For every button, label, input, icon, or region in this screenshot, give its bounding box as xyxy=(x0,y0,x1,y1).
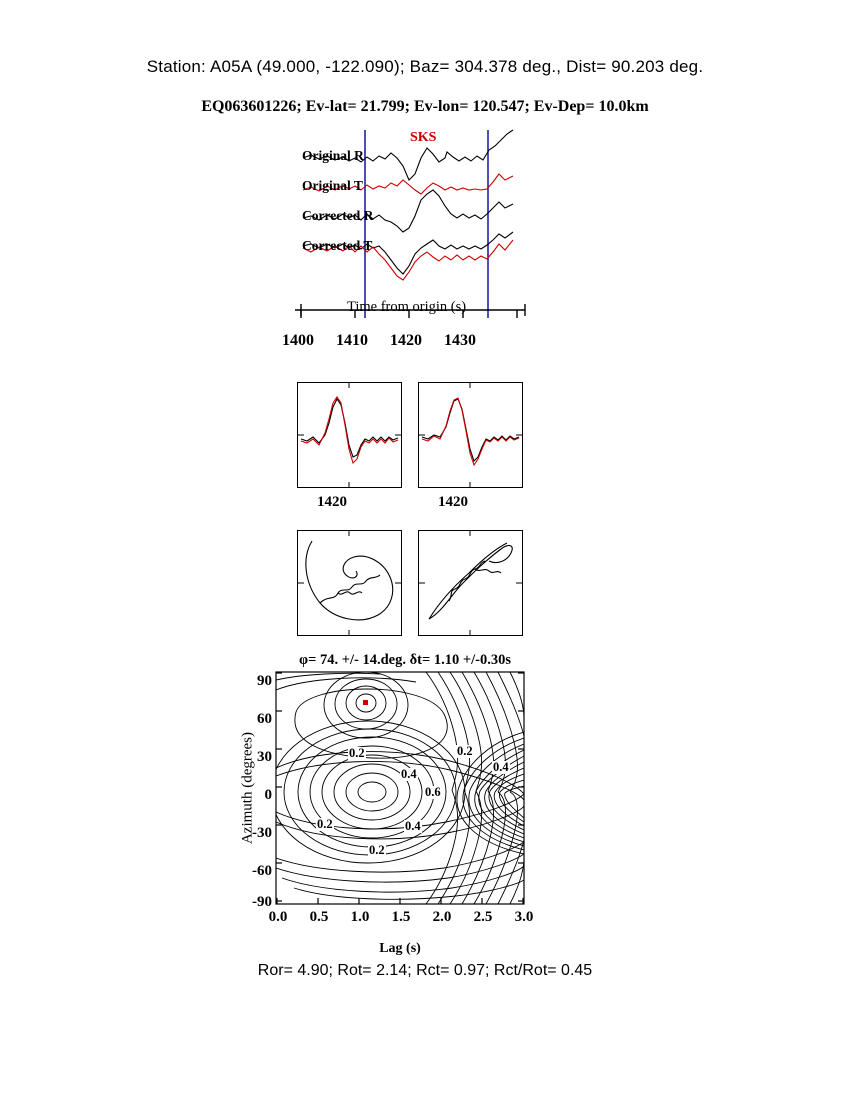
contour-xlabel: Lag (s) xyxy=(379,941,421,956)
time-tick-1420: 1420 xyxy=(390,332,422,349)
ytick-90: 90 xyxy=(257,673,272,689)
trace-label-corrected-t: Corrected T xyxy=(302,238,373,253)
time-axis-title: Time from origin (s) xyxy=(347,299,467,315)
contour-title: φ= 74. +/- 14.deg. δt= 1.10 +/-0.30s xyxy=(299,652,511,668)
ytick-30: 30 xyxy=(257,749,272,765)
xtick-2-0: 2.0 xyxy=(432,909,452,925)
contour-label-3: 0.4 xyxy=(401,767,417,781)
xtick-1-0: 1.0 xyxy=(350,909,370,925)
best-fit-marker xyxy=(363,700,368,705)
contour-label-6: 0.4 xyxy=(405,819,421,833)
contour-label-5: 0.2 xyxy=(317,817,333,831)
ytick-m90: -90 xyxy=(252,894,272,910)
trace-label-original-t: Original T xyxy=(302,178,363,193)
station-header-line: Station: A05A (49.000, -122.090); Baz= 304.378 deg., Dist= 90.203 deg. xyxy=(146,57,704,76)
panel-tr-tick: 1420 xyxy=(438,494,468,510)
xtick-0-0: 0.0 xyxy=(268,909,288,925)
time-tick-1410: 1410 xyxy=(336,332,368,349)
xtick-0-5: 0.5 xyxy=(309,909,329,925)
xtick-2-5: 2.5 xyxy=(473,909,493,925)
time-tick-1400: 1400 xyxy=(282,332,314,349)
contour-svg xyxy=(276,672,524,904)
trace-label-corrected-r: Corrected R xyxy=(302,208,374,223)
event-header-line: EQ063601226; Ev-lat= 21.799; Ev-lon= 120.547; Ev-Dep= 10.0km xyxy=(201,98,649,115)
panel-particle-motion-left xyxy=(297,530,402,636)
xtick-1-5: 1.5 xyxy=(391,909,411,925)
trace-label-original-r: Original R xyxy=(302,148,364,163)
panel-tl-traces xyxy=(298,383,401,487)
misfit-contour-plot xyxy=(276,672,524,904)
ytick-m30: -30 xyxy=(252,825,272,841)
contour-ylabel: Azimuth (degrees) xyxy=(239,731,256,845)
panel-corrected-waveform-left xyxy=(297,382,402,488)
time-tick-1430: 1430 xyxy=(444,332,476,349)
ytick-m60: -60 xyxy=(252,863,272,879)
panel-particle-motion-right xyxy=(418,530,523,636)
panel-tl-tick: 1420 xyxy=(317,494,347,510)
waveform-panel xyxy=(282,128,535,368)
ytick-0: 0 xyxy=(264,787,272,803)
sks-phase-label: SKS xyxy=(410,130,437,145)
ytick-60: 60 xyxy=(257,711,272,727)
panel-bl-particle xyxy=(298,531,401,635)
panel-br-particle xyxy=(419,531,522,635)
xtick-3-0: 3.0 xyxy=(514,909,534,925)
contour-label-2: 0.2 xyxy=(457,744,473,758)
panel-tr-traces xyxy=(419,383,522,487)
contour-label-1: 0.2 xyxy=(349,746,365,760)
quality-measures-footer: Ror= 4.90; Rot= 2.14; Rct= 0.97; Rct/Rot= 0.45 xyxy=(257,962,593,979)
contour-label-4: 0.4 xyxy=(493,760,509,774)
panel-corrected-waveform-right xyxy=(418,382,523,488)
contour-label-7: 0.6 xyxy=(425,785,441,799)
contour-label-8: 0.2 xyxy=(369,843,385,857)
